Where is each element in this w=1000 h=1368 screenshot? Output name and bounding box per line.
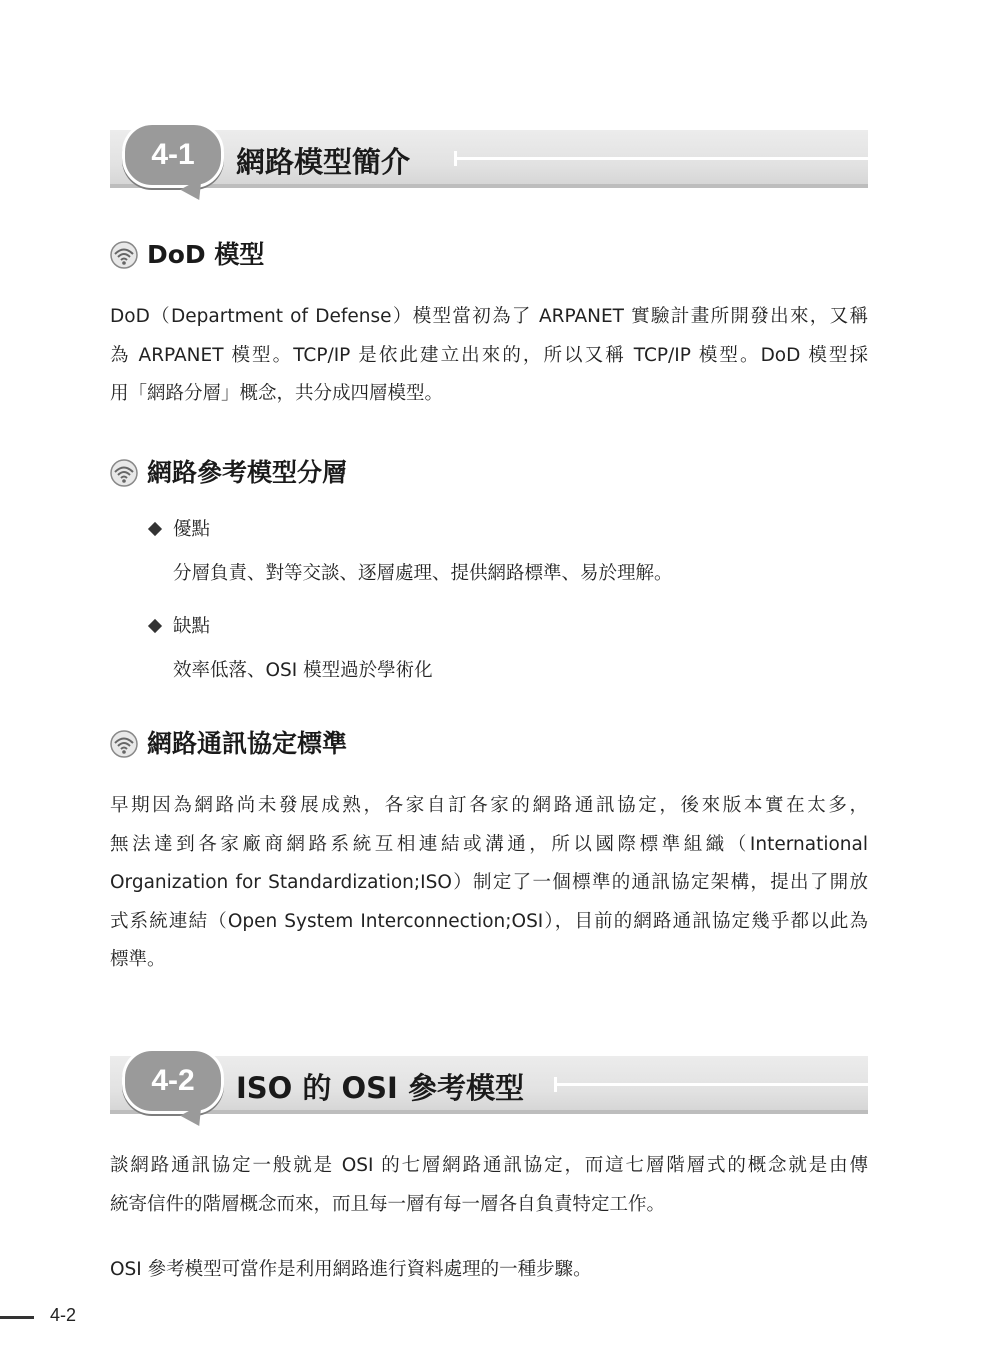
page-number: 4-2 xyxy=(50,1305,77,1325)
bullet-label: 缺點 xyxy=(173,616,211,637)
header-rule xyxy=(454,157,868,160)
text-line: DoD（Department of Defense）模型當初為了 ARPANET 實驗計畫所開發出來，又稱 xyxy=(110,306,868,327)
text-line: 式系統連結（Open System Interconnection;OSI），目前的網路通訊協定幾乎都以此為 xyxy=(110,910,868,932)
section-title: 網路模型簡介 xyxy=(236,145,411,179)
osi-paragraph xyxy=(110,1147,868,1224)
osi-paragraph-2 xyxy=(110,1251,868,1290)
page-number-mark xyxy=(0,1316,34,1319)
dod-paragraph xyxy=(110,298,868,414)
text-line: 為 ARPANET 模型。TCP/IP 是依此建立出來的，所以又稱 TCP/IP 模型。DoD 模型採 xyxy=(110,344,868,366)
section-header-4-1 xyxy=(110,130,868,188)
section-number-badge: 4-1 xyxy=(122,122,224,188)
text-line: 早期因為網路尚未發展成熟，各家自訂各家的網路通訊協定，後來版本實在太多， xyxy=(110,795,868,816)
cons-text: 效率低落、OSI 模型過於學術化 xyxy=(173,660,433,681)
standards-paragraph xyxy=(110,787,868,980)
bullet-label: 優點 xyxy=(173,519,211,540)
text-line: 標準。 xyxy=(110,949,166,970)
pros-text: 分層負責、對等交談、逐層處理、提供網路標準、易於理解。 xyxy=(173,563,673,584)
diamond-bullet-icon xyxy=(148,619,162,633)
wifi-icon xyxy=(110,730,138,758)
subheading-title: 網路參考模型分層 xyxy=(147,458,348,487)
header-rule xyxy=(554,1083,868,1086)
subheading-title: DoD 模型 xyxy=(147,240,265,269)
text-line: 用「網路分層」概念，共分成四層模型。 xyxy=(110,383,444,404)
wifi-icon xyxy=(110,459,138,487)
section-number-badge: 4-2 xyxy=(122,1048,224,1114)
text-line: 無法達到各家廠商網路系統互相連結或溝通，所以國際標準組織（International xyxy=(110,833,868,855)
section-header-4-2 xyxy=(110,1056,868,1114)
diamond-bullet-icon xyxy=(148,522,162,536)
wifi-icon xyxy=(110,241,138,269)
section-title: ISO 的 OSI 參考模型 xyxy=(236,1071,524,1105)
text-line: 談網路通訊協定一般就是 OSI 的七層網路通訊協定，而這七層階層式的概念就是由傳 xyxy=(110,1155,868,1176)
text-line: 統寄信件的階層概念而來，而且每一層有每一層各自負責特定工作。 xyxy=(110,1193,666,1215)
subheading-title: 網路通訊協定標準 xyxy=(147,729,348,758)
text-line: OSI 參考模型可當作是利用網路進行資料處理的一種步驟。 xyxy=(110,1259,592,1280)
text-line: Organization for Standardization;ISO）制定了一個標準的通訊協定架構，提出了開放 xyxy=(110,872,868,893)
